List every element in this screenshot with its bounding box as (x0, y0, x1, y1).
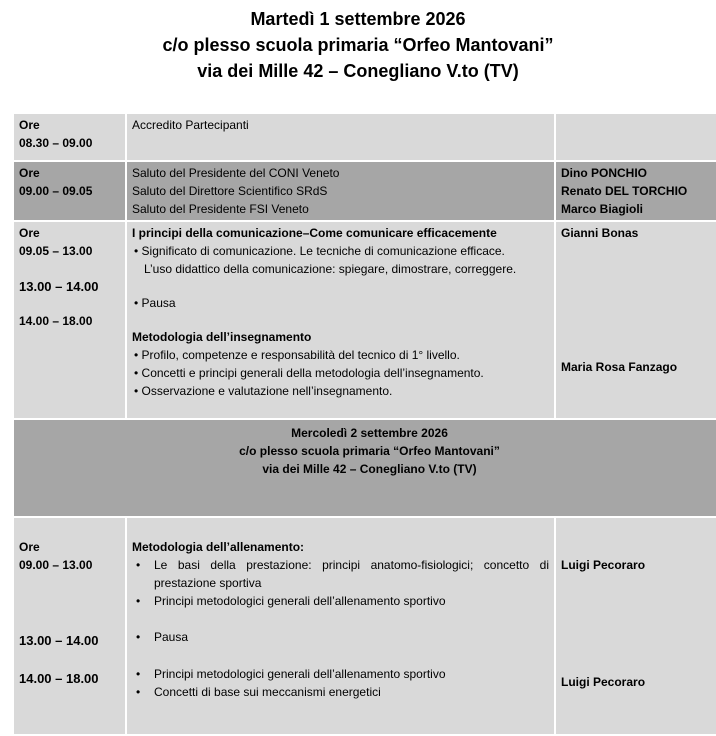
list-item: • Osservazione e valutazione nell’insegnamento. (132, 382, 549, 400)
section-title: Metodologia dell’allenamento: (132, 540, 305, 554)
time-range: 14.00 – 18.00 (19, 314, 93, 328)
speaker-name: Luigi Pecoraro (561, 558, 646, 572)
time-range: 13.00 – 14.00 (19, 633, 99, 648)
time-cell (14, 222, 125, 418)
ore-label: Ore (19, 540, 40, 554)
time-range: 09.00 – 13.00 (19, 558, 93, 572)
list-item: • Significato di comunicazione. Le tecniche di comunicazione efficace. (132, 242, 549, 260)
section-title: Metodologia dell’insegnamento (132, 330, 312, 344)
speaker-name: Marco Biagioli (561, 202, 644, 216)
pausa-item: • Pausa (132, 294, 549, 312)
speaker-name: Gianni Bonas (561, 226, 639, 240)
program-text: Accredito Partecipanti (132, 118, 249, 132)
list-item-continuation: L’uso didattico della comunicazione: spiegare, dimostrare, correggere. (144, 262, 517, 276)
table-row (14, 420, 716, 516)
table-row (14, 518, 716, 734)
day2-venue: c/o plesso scuola primaria “Orfeo Mantovani” (239, 444, 500, 458)
ore-label: Ore (19, 118, 40, 132)
bullet-list (132, 628, 549, 646)
list-item: • Le basi della prestazione: principi anatomo-fisiologici; concetto di prestazione sportiva (154, 556, 549, 592)
speaker-name: Renato DEL TORCHIO (561, 184, 688, 198)
table-row (14, 162, 716, 220)
table-row (14, 114, 716, 160)
bullet-list (132, 665, 549, 701)
speaker-name: Maria Rosa Fanzago (561, 360, 678, 374)
time-cell (14, 162, 125, 220)
time-range: 14.00 – 18.00 (19, 671, 99, 686)
pausa-item: • Pausa (154, 628, 549, 646)
day2-address: via dei Mille 42 – Conegliano V.to (TV) (262, 462, 477, 476)
day2-header (14, 420, 716, 516)
program-line: Saluto del Direttore Scientifico SRdS (132, 184, 328, 198)
speaker-cell (556, 162, 716, 220)
time-cell (14, 114, 125, 160)
speaker-cell (556, 518, 716, 734)
program-line: Saluto del Presidente FSI Veneto (132, 202, 309, 216)
bullet-list (132, 556, 549, 610)
table-row (14, 222, 716, 418)
ore-label: Ore (19, 166, 40, 180)
day1-venue: c/o plesso scuola primaria “Orfeo Mantovani” (162, 35, 554, 55)
program-line: Saluto del Presidente del CONI Veneto (132, 166, 340, 180)
time-cell (14, 518, 125, 734)
program-cell (127, 222, 554, 418)
speaker-cell (556, 222, 716, 418)
time-range: 09.05 – 13.00 (19, 244, 93, 258)
list-item: • Principi metodologici generali dell’allenamento sportivo (154, 592, 549, 610)
time-range: 08.30 – 09.00 (19, 136, 93, 150)
list-item: • Concetti di base sui meccanismi energetici (154, 683, 549, 701)
time-range: 09.00 – 09.05 (19, 184, 93, 198)
list-item: • Profilo, competenze e responsabilità del tecnico di 1° livello. (132, 346, 549, 364)
schedule-table (12, 112, 716, 736)
day1-address: via dei Mille 42 – Conegliano V.to (TV) (197, 61, 519, 81)
day2-date: Mercoledì 2 settembre 2026 (291, 426, 448, 440)
list-item: • Principi metodologici generali dell’allenamento sportivo (154, 665, 549, 683)
time-range: 13.00 – 14.00 (19, 279, 99, 294)
ore-label: Ore (19, 226, 40, 240)
program-cell (127, 162, 554, 220)
program-cell (127, 518, 554, 734)
day1-date: Martedì 1 settembre 2026 (250, 9, 466, 29)
day1-header (0, 6, 716, 84)
section-title: I principi della comunicazione–Come comunicare efficacemente (132, 226, 497, 240)
list-item: • Concetti e principi generali della metodologia dell’insegnamento. (132, 364, 549, 382)
speaker-cell (556, 114, 716, 160)
program-cell (127, 114, 554, 160)
speaker-name: Dino PONCHIO (561, 166, 647, 180)
speaker-name: Luigi Pecoraro (561, 675, 646, 689)
